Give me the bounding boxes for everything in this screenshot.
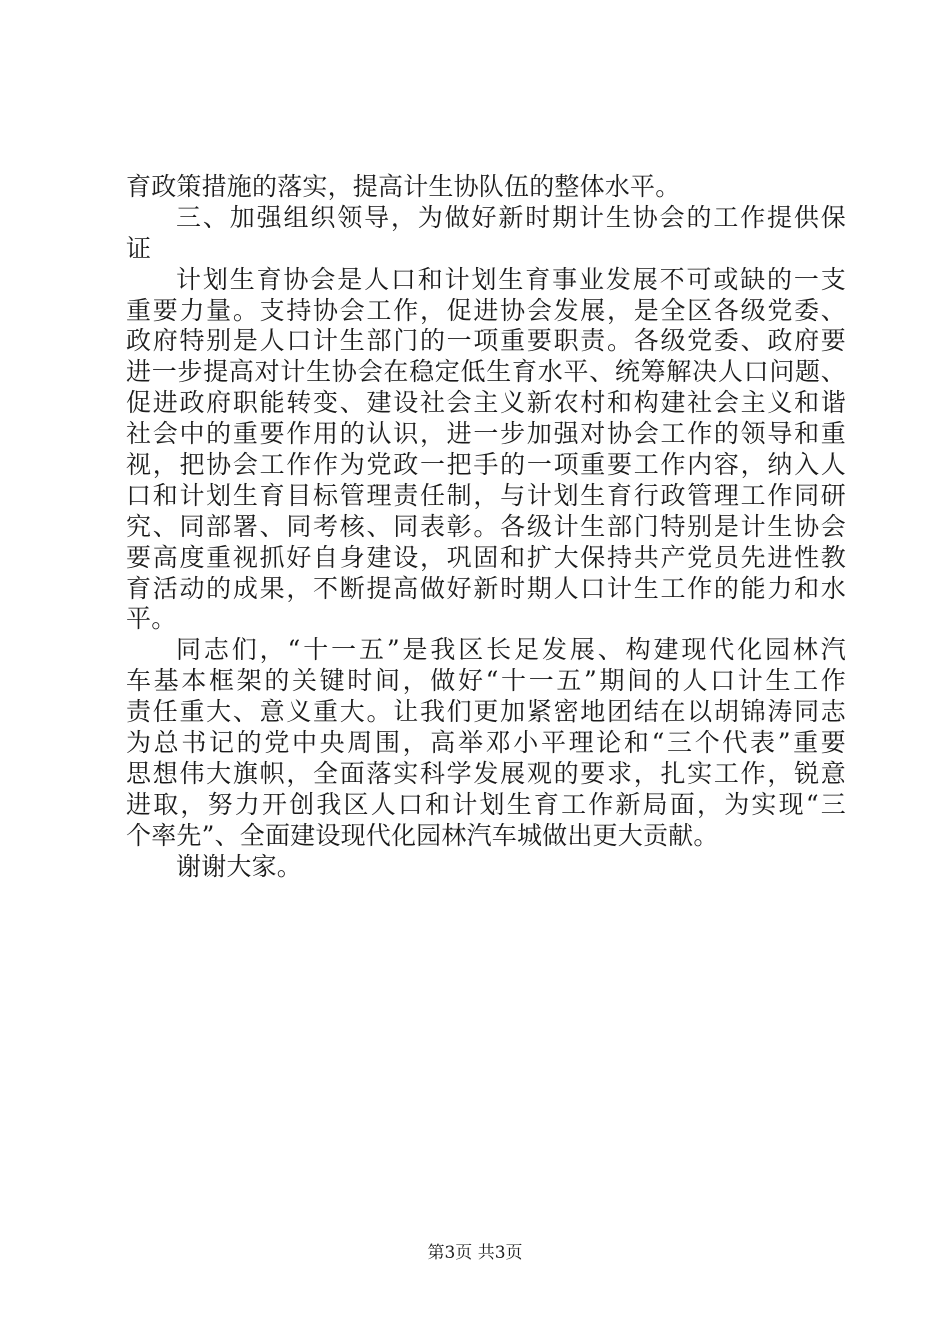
section-heading-line: 证 bbox=[126, 233, 152, 263]
document-body bbox=[126, 172, 846, 882]
text-line: 口和计划生育目标管理责任制，与计划生育行政管理工作同研 bbox=[126, 480, 846, 510]
text-line: 政府特别是人口计生部门的一项重要职责。各级党委、政府要 bbox=[126, 326, 846, 356]
section-heading-line: 三、加强组织领导，为做好新时期计生协会的工作提供保 bbox=[176, 202, 846, 232]
text-line: 思想伟大旗帜，全面落实科学发展观的要求，扎实工作，锐意 bbox=[126, 758, 846, 788]
text-line: 计划生育协会是人口和计划生育事业发展不可或缺的一支 bbox=[176, 264, 846, 294]
text-line: 究、同部署、同考核、同表彰。各级计生部门特别是计生协会 bbox=[126, 511, 846, 541]
text-line: 育活动的成果，不断提高做好新时期人口计生工作的能力和水 bbox=[126, 573, 846, 603]
page-number-footer: 第3页 共3页 bbox=[427, 1243, 523, 1263]
text-line: 进取，努力开创我区人口和计划生育工作新局面，为实现“三 bbox=[126, 789, 846, 819]
text-line: 育政策措施的落实，提高计生协队伍的整体水平。 bbox=[126, 172, 681, 201]
text-line: 视，把协会工作作为党政一把手的一项重要工作内容，纳入人 bbox=[126, 450, 846, 480]
text-line: 要高度重视抓好自身建设，巩固和扩大保持共产党员先进性教 bbox=[126, 542, 846, 572]
text-line: 同志们，“十一五”是我区长足发展、构建现代化园林汽 bbox=[176, 635, 846, 665]
text-line: 为总书记的党中央周围，高举邓小平理论和“三个代表”重要 bbox=[126, 728, 846, 758]
closing-line: 谢谢大家。 bbox=[176, 851, 303, 881]
text-line: 促进政府职能转变、建设社会主义新农村和构建社会主义和谐 bbox=[126, 388, 846, 418]
text-line: 个率先”、全面建设现代化园林汽车城做出更大贡献。 bbox=[126, 820, 719, 850]
text-line: 平。 bbox=[126, 604, 177, 634]
text-line: 重要力量。支持协会工作，促进协会发展，是全区各级党委、 bbox=[126, 295, 846, 325]
text-line: 进一步提高对计生协会在稳定低生育水平、统筹解决人口问题、 bbox=[126, 357, 846, 387]
text-line: 责任重大、意义重大。让我们更加紧密地团结在以胡锦涛同志 bbox=[126, 697, 846, 727]
text-line: 车基本框架的关键时间，做好“十一五”期间的人口计生工作 bbox=[126, 666, 846, 696]
text-line: 社会中的重要作用的认识，进一步加强对协会工作的领导和重 bbox=[126, 419, 846, 449]
